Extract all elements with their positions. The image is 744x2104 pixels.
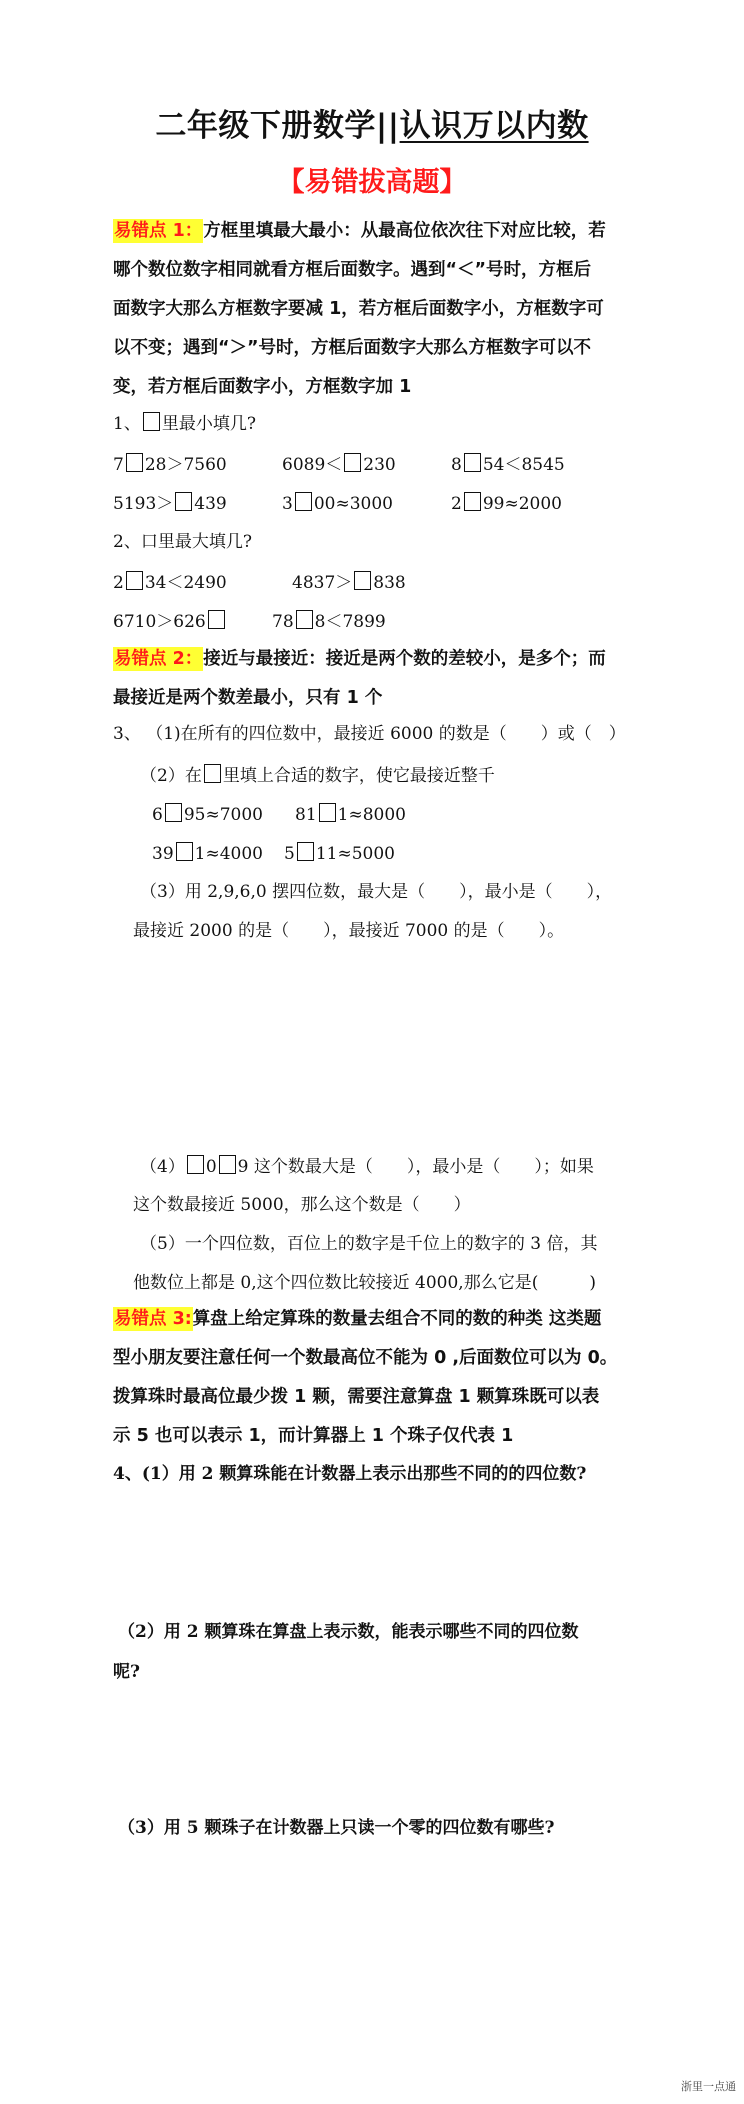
tip-1-line: 面数字大那么方框数字要减 1，若方框后面数字小，方框数字可: [113, 299, 604, 319]
answer-box[interactable]: [176, 842, 193, 861]
tip-1-line: 方框里填最大最小：从最高位依次往下对应比较，若: [203, 221, 606, 241]
footer-watermark: 浙里一点通: [681, 2080, 736, 2093]
tip-2-line: 接近与最接近：接近是两个数的差较小，是多个；而: [203, 649, 606, 669]
answer-box[interactable]: [175, 492, 192, 511]
tip-3-tag: 易错点 3:: [114, 1309, 192, 1329]
q1-item: 3 00≈3000: [282, 494, 393, 514]
answer-box[interactable]: [143, 412, 160, 431]
q4-part-2: （2）用 2 颗算珠在算盘上表示数，能表示哪些不同的四位数: [118, 1622, 579, 1642]
q1-item: 6089＜ 230: [282, 455, 396, 475]
tip-2-tag: 易错点 2：: [114, 649, 203, 669]
q3-part-1: 3、 （1)在所有的四位数中，最接近 6000 的数是（ ）或（ ）: [113, 724, 626, 744]
answer-box[interactable]: [204, 764, 221, 783]
q3-part-3: （3）用 2,9,6,0 摆四位数，最大是（ ），最小是（ ），: [140, 882, 613, 902]
answer-box[interactable]: [296, 610, 313, 629]
tip-3-line: 示 5 也可以表示 1，而计算器上 1 个珠子仅代表 1: [113, 1426, 514, 1446]
answer-box[interactable]: [464, 492, 481, 511]
q3-item: 39 1≈4000: [152, 844, 263, 864]
q1-number: 1、: [113, 414, 141, 434]
q3-part-4-cont: 这个数最接近 5000，那么这个数是（ ）: [133, 1195, 471, 1215]
title-part-2: 认识万以内数: [399, 108, 589, 144]
answer-box[interactable]: [126, 571, 143, 590]
answer-box[interactable]: [187, 1155, 204, 1174]
q2-item: 4837＞ 838: [292, 573, 406, 593]
answer-box[interactable]: [354, 571, 371, 590]
tip-3-line: 算盘上给定算珠的数量去组合不同的数的种类 这类题: [192, 1309, 602, 1329]
tip-1-tag: 易错点 1：: [114, 221, 203, 241]
answer-box[interactable]: [319, 803, 336, 822]
q3-part-5: （5）一个四位数，百位上的数字是千位上的数字的 3 倍，其: [140, 1234, 598, 1254]
tip-2: [113, 640, 636, 718]
q4-part-3: （3）用 5 颗珠子在计数器上只读一个零的四位数有哪些?: [118, 1818, 555, 1838]
q2-item: 2 34＜2490: [113, 573, 227, 593]
q3-item: 5 11≈5000: [284, 844, 395, 864]
q2-item: 78 8＜7899: [272, 612, 386, 632]
tip-3-line: 型小朋友要注意任何一个数最高位不能为 0 ,后面数位可以为 0。: [113, 1348, 618, 1368]
answer-box[interactable]: [208, 610, 225, 629]
q3-item: 6 95≈7000: [152, 805, 263, 825]
q1-head: [113, 412, 256, 436]
answer-box[interactable]: [464, 453, 481, 472]
q1-item: 8 54＜8545: [451, 455, 565, 475]
tip-1-line: 变，若方框后面数字小，方框数字加 1: [113, 377, 412, 397]
tip-3: [113, 1300, 636, 1456]
page-title: [0, 100, 744, 145]
title-part-1: 二年级下册数学||: [155, 108, 400, 144]
q1-item: 2 99≈2000: [451, 494, 562, 514]
q3-part-4: （4） 0 9 这个数最大是（ ），最小是（ ）；如果: [140, 1157, 594, 1177]
page-subtitle: 【易错拔高题】: [277, 167, 467, 198]
answer-box[interactable]: [344, 453, 361, 472]
q1-prompt: 里最小填几?: [161, 414, 256, 434]
tip-1-line: 以不变；遇到“＞”号时，方框后面数字大那么方框数字可以不: [113, 338, 592, 358]
answer-box[interactable]: [297, 842, 314, 861]
answer-box[interactable]: [295, 492, 312, 511]
answer-box[interactable]: [219, 1155, 236, 1174]
q3-item: 81 1≈8000: [295, 805, 406, 825]
tip-3-line: 拨算珠时最高位最少拨 1 颗，需要注意算盘 1 颗算珠既可以表: [113, 1387, 600, 1407]
tip-1-line: 哪个数位数字相同就看方框后面数字。遇到“＜”号时，方框后: [113, 260, 592, 280]
q3-part-5-cont: 他数位上都是 0,这个四位数比较接近 4000,那么它是( ): [133, 1273, 596, 1293]
q3-part-3-cont: 最接近 2000 的是（ ），最接近 7000 的是（ ）。: [133, 921, 565, 941]
q1-item: 5193＞ 439: [113, 494, 227, 514]
q4-part-2-cont: 呢?: [113, 1662, 140, 1682]
q2-item: 6710＞626: [113, 610, 227, 634]
tip-2-line: 最接近是两个数差最小，只有 1 个: [113, 688, 383, 708]
q2-head: 2、口里最大填几?: [113, 532, 252, 552]
answer-box[interactable]: [165, 803, 182, 822]
tip-1: [113, 212, 636, 407]
q1-item: 7 28＞7560: [113, 455, 227, 475]
answer-box[interactable]: [126, 453, 143, 472]
q3-part-2: （2）在 里填上合适的数字，使它最接近整千: [140, 766, 495, 786]
q4-part-1: 4、(1）用 2 颗算珠能在计数器上表示出那些不同的的四位数?: [113, 1464, 587, 1484]
